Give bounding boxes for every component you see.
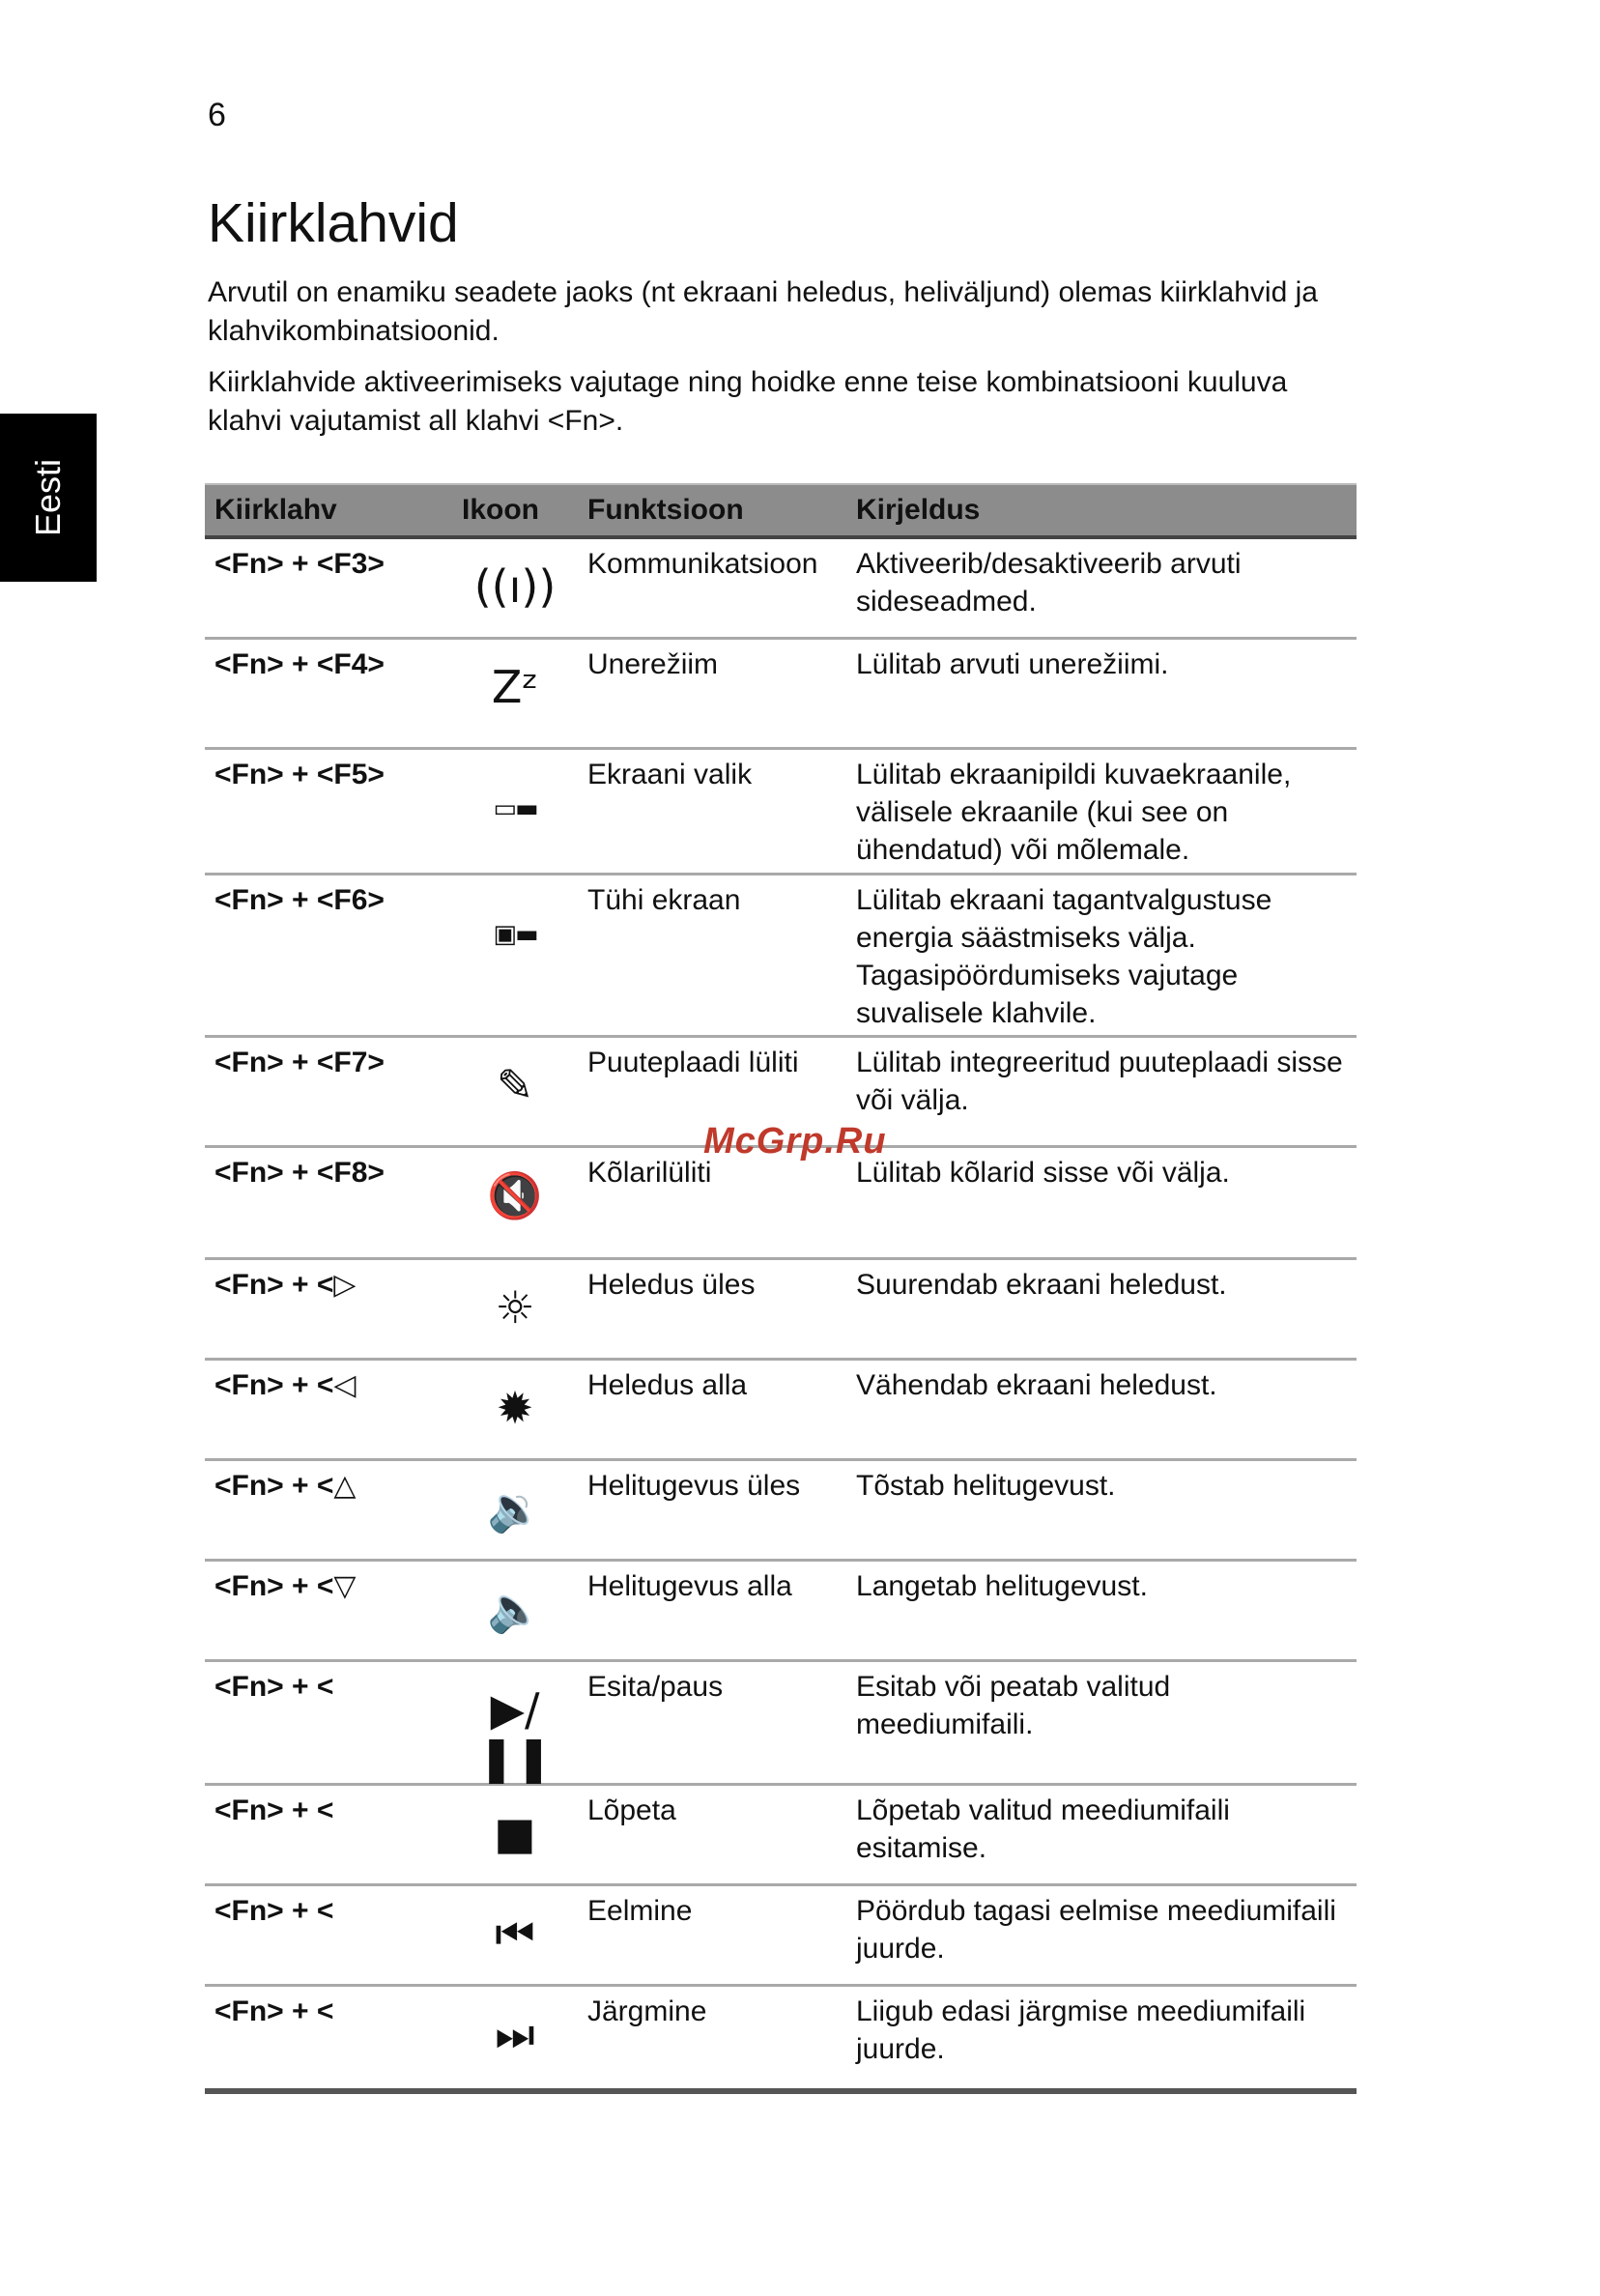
table-row (205, 1884, 1357, 1985)
table-row (205, 638, 1357, 748)
icon-cell (452, 1884, 578, 1985)
description-cell: Lülitab ekraanipildi kuvaekraanile, välisele ekraanile (kui see on ühendatud) või mõlemale. (856, 758, 1292, 866)
table-row (205, 1146, 1357, 1258)
next-track-icon: ⏭ (495, 2007, 535, 2060)
language-tab-label: Eesti (27, 458, 68, 537)
description-cell: Aktiveerib/desaktiveerib arvuti sideseadmed. (856, 548, 1242, 617)
function-cell: Ekraani valik (587, 758, 753, 790)
hotkey-cell: <Fn> + <F5> (214, 758, 385, 790)
function-cell: Esita/paus (587, 1670, 724, 1703)
icon-cell (452, 1560, 578, 1660)
description-cell: Lülitab ekraani tagantvalgustuse energia säästmiseks välja. Tagasipöördumiseks vajutage suvalisele klahvile. (856, 883, 1272, 1029)
icon-cell (452, 1359, 578, 1459)
sleep-icon: Zᶻ (491, 660, 539, 713)
table-row (205, 1985, 1357, 2091)
function-cell: Tühi ekraan (587, 883, 741, 916)
page-number: 6 (208, 97, 226, 133)
hotkey-cell: <Fn> + < (214, 1794, 334, 1826)
header-icon: Ikoon (452, 484, 578, 537)
icon-cell (452, 748, 578, 874)
description-cell: Langetab helitugevust. (856, 1569, 1148, 1602)
volume-down-icon: 🔈 (487, 1582, 543, 1635)
hotkey-cell: <Fn> + <△ (214, 1469, 357, 1502)
hotkey-table (205, 483, 1357, 2094)
volume-up-icon: 🔉 (487, 1481, 543, 1535)
hotkey-cell: <Fn> + <▷ (214, 1268, 357, 1301)
speaker-mute-icon: 🔇 (487, 1168, 543, 1221)
icon-cell (452, 537, 578, 638)
brightness-down-icon: ✹ (496, 1381, 534, 1434)
description-cell: Vähendab ekraani heledust. (856, 1368, 1217, 1401)
function-cell: Unerežiim (587, 647, 719, 680)
stop-icon: ■ (494, 1806, 536, 1859)
icon-cell (452, 638, 578, 748)
table-row (205, 748, 1357, 874)
table-row (205, 537, 1357, 638)
hotkey-cell: <Fn> + < (214, 1670, 334, 1703)
function-cell: Puuteplaadi lüliti (587, 1046, 799, 1078)
hotkey-table-container (205, 483, 1357, 2094)
function-cell: Helitugevus alla (587, 1569, 792, 1602)
icon-cell (452, 1660, 578, 1784)
hotkey-cell: <Fn> + <F4> (214, 647, 385, 680)
table-row (205, 1359, 1357, 1459)
function-cell: Heledus alla (587, 1368, 748, 1401)
icon-cell (452, 1258, 578, 1359)
icon-cell (452, 874, 578, 1036)
function-cell: Heledus üles (587, 1268, 756, 1301)
function-cell: Kommunikatsioon (587, 548, 818, 580)
watermark: McGrp.Ru (703, 1121, 887, 1162)
table-row (205, 1660, 1357, 1784)
table-row (205, 1560, 1357, 1660)
brightness-up-icon: ☼ (495, 1280, 535, 1334)
hotkey-cell: <Fn> + <◁ (214, 1368, 357, 1401)
description-cell: Lõpetab valitud meediumifaili esitamise. (856, 1794, 1230, 1864)
hotkey-cell: <Fn> + <▽ (214, 1569, 357, 1602)
description-cell: Lülitab integreeritud puuteplaadi sisse või välja. (856, 1046, 1343, 1116)
description-cell: Esitab või peatab valitud meediumifaili. (856, 1670, 1171, 1740)
icon-cell (452, 1146, 578, 1258)
hotkey-cell: <Fn> + <F3> (214, 548, 385, 580)
intro-paragraph-1: Arvutil on enamiku seadete jaoks (nt ekraani heledus, heliväljund) olemas kiirklahvid ja klahvikombinatsioonid. (208, 276, 1318, 347)
intro-paragraph-2: Kiirklahvide aktiveerimiseks vajutage ning hoidke enne teise kombinatsiooni kuuluva klahvi vajutamist all klahvi <Fn>. (208, 366, 1288, 437)
icon-cell (452, 1784, 578, 1884)
function-cell: Lõpeta (587, 1794, 676, 1826)
description-cell: Lülitab arvuti unerežiimi. (856, 647, 1169, 680)
screen-blank-icon: ▣▬ (493, 919, 537, 949)
table-row (205, 874, 1357, 1036)
header-function: Funktsioon (578, 484, 846, 537)
icon-cell (452, 1985, 578, 2091)
page-title: Kiirklahvid (208, 192, 459, 254)
header-description: Kirjeldus (846, 484, 1357, 537)
touchpad-toggle-icon: ✎ (496, 1058, 534, 1111)
table-row (205, 1784, 1357, 1884)
wireless-icon: ((ı)) (473, 560, 557, 613)
function-cell: Helitugevus üles (587, 1469, 801, 1502)
display-toggle-icon: ▭▬ (493, 793, 537, 823)
hotkey-cell: <Fn> + <F7> (214, 1046, 385, 1078)
function-cell: Järgmine (587, 1995, 707, 2027)
header-hotkey: Kiirklahv (205, 484, 452, 537)
play-pause-icon: ▶/❚❚ (477, 1682, 553, 1784)
function-cell: Eelmine (587, 1894, 693, 1927)
language-tab (0, 414, 97, 582)
description-cell: Liigub edasi järgmise meediumifaili juurde. (856, 1995, 1306, 2065)
table-row (205, 1258, 1357, 1359)
hotkey-cell: <Fn> + < (214, 1995, 334, 2027)
icon-cell (452, 1459, 578, 1560)
icon-cell (452, 1036, 578, 1146)
table-row (205, 1459, 1357, 1560)
description-cell: Pöördub tagasi eelmise meediumifaili juurde. (856, 1894, 1336, 1965)
hotkey-cell: <Fn> + < (214, 1894, 334, 1927)
hotkey-cell: <Fn> + <F6> (214, 883, 385, 916)
description-cell: Tõstab helitugevust. (856, 1469, 1116, 1502)
description-cell: Lülitab kõlarid sisse või välja. (856, 1156, 1230, 1189)
hotkey-cell: <Fn> + <F8> (214, 1156, 385, 1189)
function-cell: Kõlarilüliti (587, 1156, 712, 1189)
description-cell: Suurendab ekraani heledust. (856, 1268, 1227, 1301)
previous-track-icon: ⏮ (495, 1907, 535, 1960)
table-header-row (205, 484, 1357, 537)
